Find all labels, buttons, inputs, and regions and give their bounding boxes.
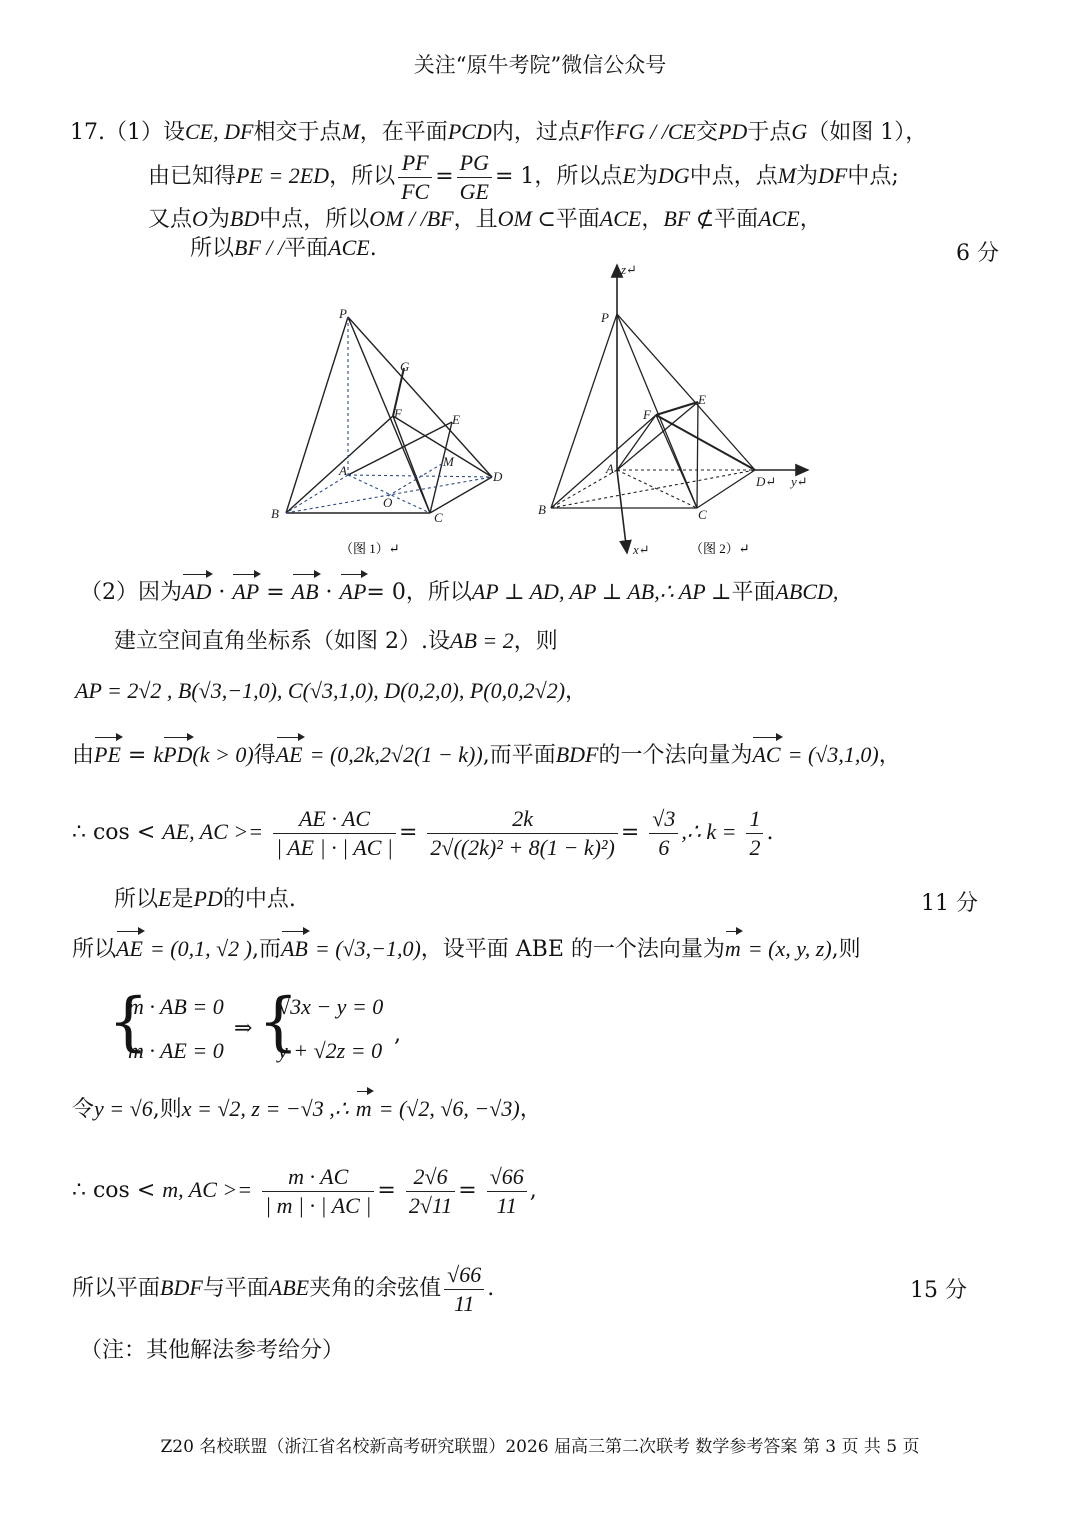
part1-line4: 所以BF / /平面ACE. [190, 235, 377, 261]
label-P: P [601, 310, 609, 325]
problem-number: 17. [70, 120, 105, 145]
edge-PC [617, 314, 697, 508]
left-brace-2: { [258, 985, 299, 1059]
system-2-eq2: y + √2z = 0 [278, 1038, 383, 1063]
label-G: G [400, 359, 410, 374]
label-B: B [271, 506, 279, 521]
part2-cos-2: ∴ cos < m, AC >= $\frac{m \cdot AC}{| m | \cdot | AC |}$ = $\frac{2√6}{2√11}$ = $\frac{√66}{11}$ , [72, 1163, 537, 1218]
label-A: A [339, 463, 347, 478]
system-2-eq1: √3x − y = 0 [278, 994, 384, 1019]
fraction-cos1-a: $\frac{AE \cdot AC}{| AE | \cdot | AC |}$ [273, 805, 396, 862]
edge-EC [697, 402, 698, 508]
label-z: z↵ [621, 262, 637, 277]
label-B: B [538, 502, 546, 517]
part2-coords: AP = 2√2 , B(√3,−1,0), C(√3,1,0), D(0,2,0), P(0,0,2√2)， [75, 678, 588, 704]
fraction-half: $\frac{1}{2}$ [746, 805, 763, 862]
label-E: E [452, 412, 460, 427]
left-brace-1: { [108, 985, 149, 1059]
part2-line6: 所以AE = (0,1, √2 ),而AB = (√3,−1,0)，设平面 ABE 的一个法向量为m = (x, y, z),则 [72, 936, 861, 962]
part2-final: 所以平面BDF与平面ABE夹角的余弦值 $\frac{√66}{11}$ . [72, 1261, 495, 1316]
system-end: , [394, 1022, 401, 1047]
fraction-pg-ge: $\frac{PG}{GE}$ [457, 149, 492, 206]
system-1-eq1: m · AB = 0 [128, 994, 224, 1019]
label-C: C [434, 510, 443, 525]
part2-line4: 由PE = kPD(k > 0)得AE = (0,2k,2√2(1 − k)),而平面BDF的一个法向量为AC = (√3,1,0)， [72, 742, 901, 768]
label-M: M [443, 454, 454, 469]
figure-1 [260, 300, 530, 560]
edge-FD [656, 415, 755, 470]
label-P: P [339, 306, 347, 321]
edge-BD [551, 470, 755, 508]
fraction-final: $\frac{√66}{11}$ [444, 1261, 484, 1318]
implies-arrow: ⇒ [234, 1016, 253, 1041]
part2-line2: 建立空间直角坐标系（如图 2）.设AB = 2，则 [114, 628, 558, 654]
fraction-cos1-b: $\frac{2k}{\text{2√((2k)² + 8(1 − k)²)}}$ [427, 805, 617, 862]
label-A: A [606, 461, 614, 476]
part2-line8: 令y = √6,则x = √2, z = −√3 ,∴ m = (√2, √6, −√3)， [72, 1096, 542, 1122]
part2-line1: （2）因为AD · AP = AB · AP= 0，所以AP ⊥ AD, AP ⊥ AB,∴ AP ⊥平面ABCD, [80, 579, 839, 605]
label-O: O [383, 495, 393, 510]
label-D: D↵ [756, 474, 777, 489]
part1-line1: 17.（1）设CE, DF相交于点M，在平面PCD内，过点F作FG / /CE交PD于点G（如图 1）， [70, 119, 928, 145]
figure-1-caption: （图 1）↵ [340, 541, 400, 556]
x-axis [617, 470, 627, 553]
score-11: 11 分 [921, 891, 978, 916]
label-C: C [698, 507, 707, 522]
edge-PD [348, 317, 492, 477]
fraction-cos1-c: $\frac{√3}{6}$ [649, 805, 678, 862]
label-x: x↵ [633, 542, 650, 557]
figure-2 [530, 258, 820, 563]
system-1-eq2: m · AE = 0 [128, 1038, 224, 1063]
edge-CD [430, 477, 492, 513]
part1-line3: 又点O为BD中点，所以OM / /BF，且OM ⊂平面ACE，BF ⊄平面ACE， [148, 206, 822, 232]
edge-FC [656, 415, 697, 508]
fraction-cos2-c: $\frac{√66}{11}$ [487, 1163, 527, 1220]
part2-cos-1: ∴ cos < AE, AC >= $\frac{AE \cdot AC}{| AE | \cdot | AC |}$ = $\frac{2k}{\text{2√((2k)² + 8(1 − k)²)}}$ = $\frac{√3}{6}$ ,∴ k = $\frac{1}{2}$ . [72, 805, 774, 860]
edge-FE [656, 402, 698, 415]
fraction-pf-fc: $\frac{PF}{FC}$ [398, 149, 432, 206]
fraction-cos2-b: $\frac{2√6}{2√11}$ [406, 1163, 455, 1220]
page-footer: Z20 名校联盟（浙江省名校新高考研究联盟）2026 届高三第二次联考 数学参考答案 第 3 页 共 5 页 [160, 1437, 920, 1457]
label-y: y↵ [791, 474, 808, 489]
part2-conclude-E: 所以E是PD的中点. [114, 886, 296, 912]
edge-AC [617, 470, 697, 508]
page-header: 关注“原牛考院”微信公众号 [413, 53, 667, 77]
edge-PB [286, 317, 348, 513]
score-6: 6 分 [956, 241, 999, 266]
label-F: F [643, 407, 651, 422]
figure-2-caption: （图 2）↵ [690, 541, 750, 556]
edge-PC [348, 317, 430, 513]
score-15: 15 分 [910, 1278, 967, 1303]
label-D: D [493, 469, 503, 484]
part1-line2: 由已知得PE = 2ED，所以 $\frac{PF}{FC}$ = $\frac{PG}{GE}$ = 1，所以点E为DG中点，点M为DF中点; [148, 149, 899, 204]
label-E: E [698, 392, 706, 407]
label-F: F [394, 406, 402, 421]
fraction-cos2-a: $\frac{m \cdot AC}{| m | \cdot | AC |}$ [262, 1163, 374, 1220]
edge-CD [697, 470, 755, 508]
edge-PD [617, 314, 755, 470]
note: （注：其他解法参考给分） [80, 1338, 345, 1363]
